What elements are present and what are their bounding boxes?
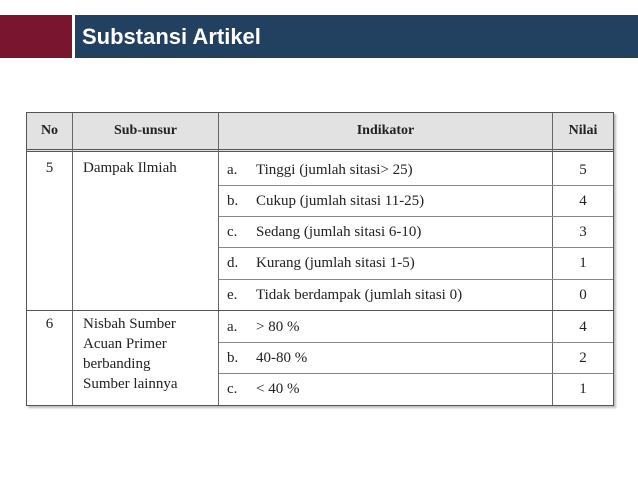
indicator-text: Tinggi (jumlah sitasi> 25) bbox=[256, 162, 413, 178]
header-no: No bbox=[40, 123, 59, 138]
grid-line bbox=[219, 279, 613, 280]
indicator-value: 5 bbox=[579, 162, 587, 178]
indicator-letter: c. bbox=[227, 381, 238, 397]
grid-line bbox=[219, 185, 613, 186]
group-separator bbox=[27, 310, 613, 311]
title-accent-block bbox=[0, 15, 72, 58]
sub-unsur-dampak-ilmiah: Dampak Ilmiah bbox=[83, 160, 177, 176]
header-nilai: Nilai bbox=[568, 123, 598, 138]
table-header bbox=[27, 113, 613, 152]
sub-unsur-line: Sumber lainnya bbox=[83, 376, 178, 392]
header-sub-unsur: Sub-unsur bbox=[113, 123, 178, 138]
indicator-value: 0 bbox=[579, 287, 587, 303]
indicator-letter: e. bbox=[227, 287, 238, 303]
indicator-letter: d. bbox=[227, 255, 239, 271]
indicator-value: 2 bbox=[579, 350, 587, 366]
indicator-value: 4 bbox=[579, 319, 587, 335]
indicator-text: > 80 % bbox=[256, 319, 300, 335]
indicator-letter: b. bbox=[227, 193, 239, 209]
grid-line bbox=[219, 342, 613, 343]
header-indikator: Indikator bbox=[356, 123, 415, 138]
indicator-text: Cukup (jumlah sitasi 11-25) bbox=[256, 193, 425, 209]
criteria-table bbox=[26, 112, 614, 406]
grid-line bbox=[218, 113, 219, 405]
row-no-5: 5 bbox=[45, 160, 54, 176]
indicator-value: 1 bbox=[579, 381, 587, 397]
slide-title: Substansi Artikel bbox=[82, 24, 261, 49]
sub-unsur-line: Nisbah Sumber bbox=[83, 316, 176, 332]
indicator-text: < 40 % bbox=[256, 381, 300, 397]
indicator-value: 3 bbox=[579, 224, 587, 240]
indicator-letter: c. bbox=[227, 224, 238, 240]
grid-line bbox=[219, 373, 613, 374]
indicator-text: Kurang (jumlah sitasi 1-5) bbox=[256, 255, 415, 271]
sub-unsur-line: berbanding bbox=[83, 356, 151, 372]
grid-line bbox=[72, 113, 73, 405]
row-no-6: 6 bbox=[45, 316, 54, 332]
indicator-letter: a. bbox=[227, 162, 238, 178]
indicator-value: 4 bbox=[579, 193, 587, 209]
sub-unsur-line: Acuan Primer bbox=[83, 336, 167, 352]
grid-line bbox=[219, 216, 613, 217]
indicator-text: Tidak berdampak (jumlah sitasi 0) bbox=[256, 287, 463, 303]
grid-line bbox=[219, 247, 613, 248]
criteria-table-container bbox=[26, 112, 614, 406]
indicator-value: 1 bbox=[579, 255, 587, 271]
indicator-text: 40-80 % bbox=[256, 350, 308, 366]
slide-title-bar bbox=[0, 15, 638, 58]
indicator-letter: a. bbox=[227, 319, 238, 335]
indicator-letter: b. bbox=[227, 350, 239, 366]
title-separator bbox=[72, 15, 75, 58]
indicator-text: Sedang (jumlah sitasi 6-10) bbox=[256, 224, 422, 240]
